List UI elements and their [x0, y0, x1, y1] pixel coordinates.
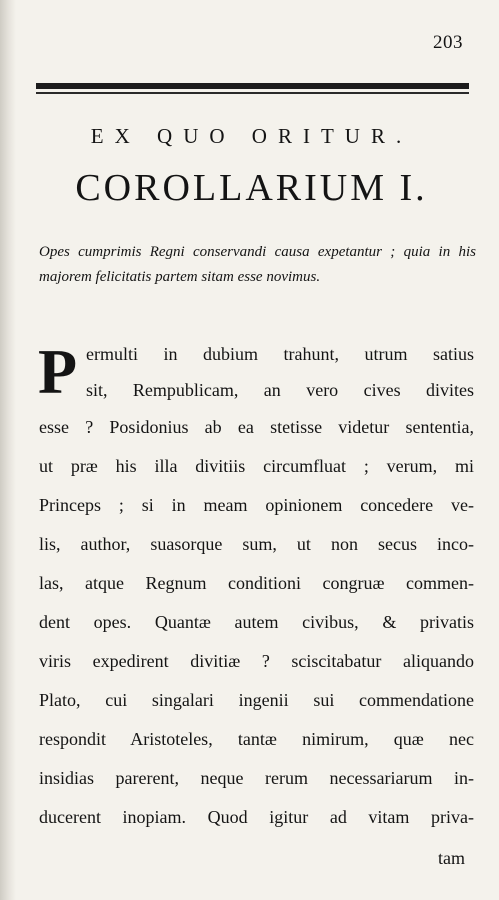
corollary-summary: Opes cumprimis Regni conservandi causa expetantur ; quia in his majorem felicitatis partem sitam esse novimus. — [39, 244, 476, 285]
body-line: viris expedirent divitiæ ? sciscitabatur aliquando — [39, 651, 474, 671]
drop-cap: P — [38, 336, 78, 407]
body-line: dent opes. Quantæ autem civibus, & privatis — [39, 612, 474, 632]
catchword: tam — [438, 848, 465, 868]
header-rule-thin — [36, 92, 469, 94]
body-line: Princeps ; si in meam opinionem concedere ve- — [39, 495, 474, 515]
section-kicker: EX QUO ORITUR. — [90, 124, 413, 148]
body-line: sit, Rempublicam, an vero cives divites — [86, 380, 474, 400]
body-line: insidias parerent, neque rerum necessariarum in- — [39, 768, 474, 788]
section-title: COROLLARIUM I. — [75, 167, 428, 209]
page-number: 203 — [433, 32, 463, 53]
body-line: Plato, cui singalari ingenii sui commendatione — [39, 690, 474, 710]
body-line: las, atque Regnum conditioni congruæ commen- — [39, 573, 474, 593]
body-line: respondit Aristoteles, tantæ nimirum, quæ nec — [39, 729, 474, 749]
body-line: esse ? Posidonius ab ea stetisse videtur sententia, — [39, 417, 474, 437]
binding-gutter-shadow — [0, 0, 16, 900]
body-line: ut præ his illa divitiis circumfluat ; verum, mi — [39, 456, 474, 476]
header-rule-thick — [36, 83, 469, 89]
body-line: ermulti in dubium trahunt, utrum satius — [86, 344, 474, 364]
body-line: lis, author, suasorque sum, ut non secus inco- — [39, 534, 474, 554]
body-line: ducerent inopiam. Quod igitur ad vitam priva- — [39, 807, 474, 827]
